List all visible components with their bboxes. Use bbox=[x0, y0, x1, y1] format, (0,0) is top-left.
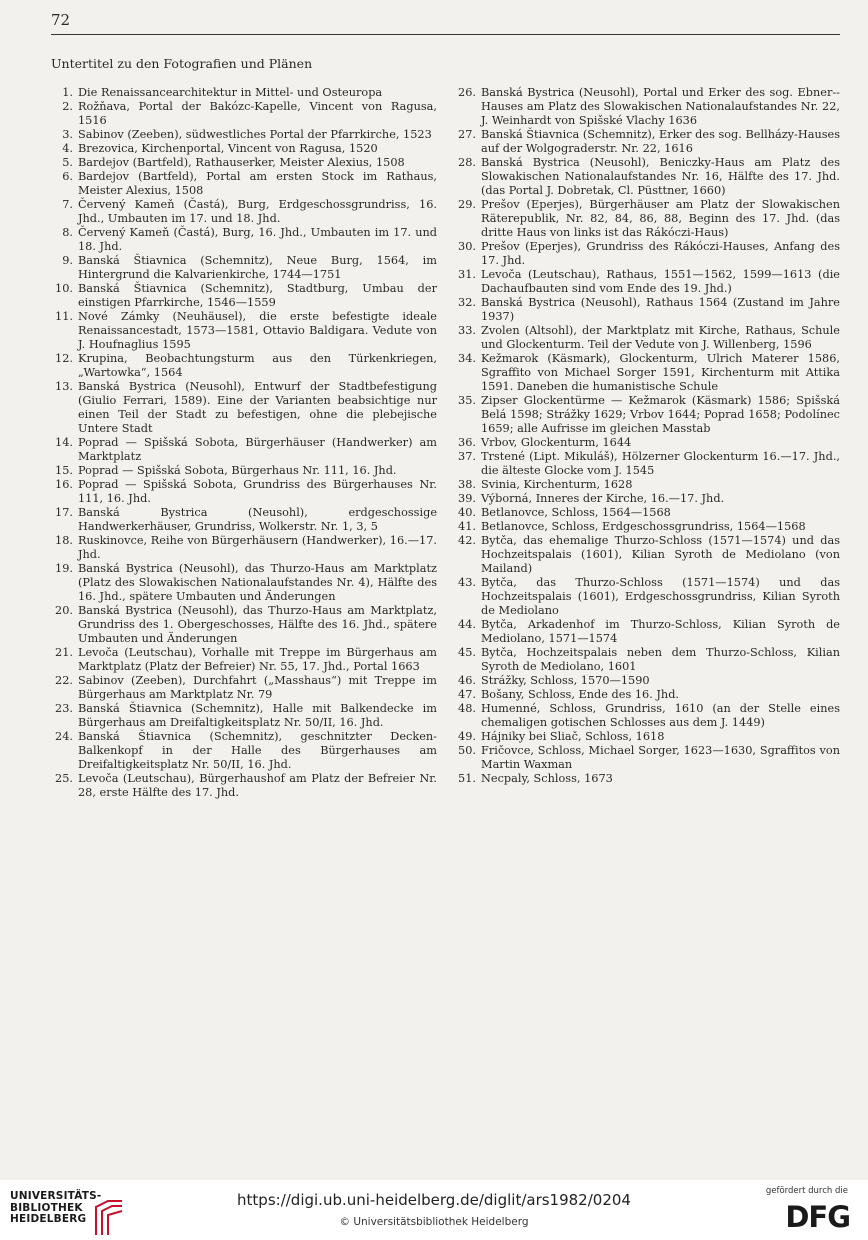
caption-number: 33. bbox=[458, 324, 476, 337]
caption-text: Poprad — Spišská Sobota, Bürgerhaus Nr. 111, 16. Jhd. bbox=[78, 464, 397, 477]
caption-number: 27. bbox=[458, 128, 476, 141]
caption-number: 13. bbox=[55, 380, 73, 393]
caption-text: Banská Štiavnica (Schemnitz), Neue Burg, 1564, im Hintergrund die Kalvarienkirche, 1744—1751 bbox=[78, 254, 437, 281]
caption-number: 12. bbox=[55, 352, 73, 365]
caption-number: 6. bbox=[62, 170, 73, 183]
caption-text: Banská Bystrica (Neusohl), das Thurzo-Haus am Marktplatz, Grundriss des 1. Obergeschosses, Hälfte des 16. Jhd., spätere Umbauten und Änderungen bbox=[78, 604, 437, 645]
caption-entry bbox=[51, 198, 437, 226]
caption-number: 18. bbox=[55, 534, 73, 547]
caption-entry bbox=[51, 674, 437, 702]
caption-number: 37. bbox=[458, 450, 476, 463]
caption-text: Banská Štiavnica (Schemnitz), Stadtburg, Umbau der einstigen Pfarrkirche, 1546—1559 bbox=[78, 282, 437, 309]
caption-number: 22. bbox=[55, 674, 73, 687]
caption-text: Humenné, Schloss, Grundriss, 1610 (an der Stelle eines chemaligen gotischen Schlosses aus dem J. 1449) bbox=[481, 702, 840, 729]
caption-number: 3. bbox=[62, 128, 73, 141]
footer-bar bbox=[0, 1180, 868, 1240]
caption-text: Krupina, Beobachtungsturm aus den Türkenkriegen, „Wartowka“, 1564 bbox=[78, 352, 437, 379]
caption-number: 17. bbox=[55, 506, 73, 519]
document-url-link[interactable]: https://digi.ub.uni-heidelberg.de/diglit/ars1982/0204 bbox=[237, 1191, 631, 1209]
caption-number: 40. bbox=[458, 506, 476, 519]
caption-entry bbox=[454, 520, 840, 534]
section-subtitle: Untertitel zu den Fotografien und Plänen bbox=[51, 56, 313, 71]
caption-number: 36. bbox=[458, 436, 476, 449]
caption-entry bbox=[51, 478, 437, 506]
caption-number: 2. bbox=[62, 100, 73, 113]
caption-entry bbox=[454, 394, 840, 436]
caption-entry bbox=[51, 562, 437, 604]
caption-text: Levoča (Leutschau), Bürgerhaushof am Platz der Befreier Nr. 28, erste Hälfte des 17. Jhd. bbox=[78, 772, 437, 799]
caption-number: 16. bbox=[55, 478, 73, 491]
caption-entry bbox=[454, 492, 840, 506]
caption-entry bbox=[454, 296, 840, 324]
caption-entry bbox=[454, 240, 840, 268]
caption-entry bbox=[454, 772, 840, 786]
caption-text: Bardejov (Bartfeld), Portal am ersten Stock im Rathaus, Meister Alexius, 1508 bbox=[78, 170, 437, 197]
caption-text: Banská Bystrica (Neusohl), Beniczky-Haus am Platz des Slowakischen Nationalaufstandes Nr. 16, Hälfte des 17. Jhd. (das Portal J. Dobretak, Cl. Püsttner, 1660) bbox=[481, 156, 840, 197]
caption-number: 24. bbox=[55, 730, 73, 743]
caption-entry bbox=[51, 646, 437, 674]
caption-number: 42. bbox=[458, 534, 476, 547]
caption-text: Vrbov, Glockenturm, 1644 bbox=[481, 436, 632, 449]
caption-entry bbox=[51, 730, 437, 772]
caption-number: 5. bbox=[62, 156, 73, 169]
caption-number: 49. bbox=[458, 730, 476, 743]
caption-number: 38. bbox=[458, 478, 476, 491]
caption-text: Nové Zámky (Neuhäusel), die erste befestigte ideale Renaissancestadt, 1573—1581, Ottavio Baldigara. Vedute von J. Houfnaglius 1595 bbox=[78, 310, 437, 351]
caption-entry bbox=[51, 226, 437, 254]
caption-entry bbox=[454, 324, 840, 352]
caption-text: Zipser Glockentürme — Kežmarok (Käsmark) 1586; Spišská Belá 1598; Strážky 1629; Vrbov 1644; Poprad 1658; Podolínec 1659; alle Aufrisse im gleichen Masstab bbox=[481, 394, 840, 435]
caption-text: Červený Kameň (Častá), Burg, Erdgeschossgrundriss, 16. Jhd., Umbauten im 17. und 18. Jhd. bbox=[78, 198, 437, 225]
caption-entry bbox=[454, 576, 840, 618]
caption-number: 45. bbox=[458, 646, 476, 659]
caption-number: 28. bbox=[458, 156, 476, 169]
caption-number: 39. bbox=[458, 492, 476, 505]
page-number: 72 bbox=[51, 11, 71, 29]
caption-text: Výborná, Inneres der Kirche, 16.—17. Jhd. bbox=[481, 492, 725, 505]
caption-entry bbox=[454, 450, 840, 478]
caption-number: 15. bbox=[55, 464, 73, 477]
caption-entry bbox=[51, 282, 437, 310]
caption-number: 1. bbox=[62, 86, 73, 99]
dfg-logo[interactable]: DFG bbox=[785, 1200, 850, 1234]
caption-text: Prešov (Eperjes), Bürgerhäuser am Platz der Slowakischen Räterepublik, Nr. 82, 84, 86, 88, Beginn des 17. Jhd. (das dritte Haus von links ist das Rákóczi-Haus) bbox=[481, 198, 840, 239]
caption-entry bbox=[51, 436, 437, 464]
caption-text: Banská Štiavnica (Schemnitz), Erker des sog. Bellházy-Hauses auf der Wolgograderstr. Nr. 22, 1616 bbox=[481, 128, 840, 155]
caption-text: Ruskinovce, Reihe von Bürgerhäusern (Handwerker), 16.—17. Jhd. bbox=[78, 534, 437, 561]
caption-entry bbox=[51, 772, 437, 800]
caption-text: Banská Štiavnica (Schemnitz), geschnitzter Decken-Balkenkopf in der Halle des Bürgerhauses am Dreifaltigkeitsplatz Nr. 50/II, 16. Jhd. bbox=[78, 730, 437, 771]
caption-entry bbox=[51, 464, 437, 478]
caption-text: Poprad — Spišská Sobota, Grundriss des Bürgerhauses Nr. 111, 16. Jhd. bbox=[78, 478, 437, 505]
caption-number: 34. bbox=[458, 352, 476, 365]
caption-number: 14. bbox=[55, 436, 73, 449]
caption-entry bbox=[454, 618, 840, 646]
library-name-line1: UNIVERSITÄTS- bbox=[10, 1190, 102, 1202]
caption-entry bbox=[454, 702, 840, 730]
caption-entry bbox=[454, 646, 840, 674]
caption-entry bbox=[454, 198, 840, 240]
caption-entry bbox=[454, 534, 840, 576]
top-rule bbox=[51, 34, 840, 35]
caption-entry bbox=[454, 436, 840, 450]
caption-text: Svinia, Kirchenturm, 1628 bbox=[481, 478, 633, 491]
caption-number: 23. bbox=[55, 702, 73, 715]
caption-text: Betlanovce, Schloss, Erdgeschossgrundriss, 1564—1568 bbox=[481, 520, 806, 533]
caption-text: Bytča, Hochzeitspalais neben dem Thurzo-Schloss, Kilian Syroth de Mediolano, 1601 bbox=[481, 646, 840, 673]
caption-number: 25. bbox=[55, 772, 73, 785]
caption-text: Bytča, das ehemalige Thurzo-Schloss (1571—1574) und das Hochzeitspalais (1601), Kilian Syroth de Mediolano (von Mailand) bbox=[481, 534, 840, 575]
caption-text: Bytča, Arkadenhof im Thurzo-Schloss, Kilian Syroth de Mediolano, 1571—1574 bbox=[481, 618, 840, 645]
caption-entry bbox=[454, 688, 840, 702]
caption-number: 51. bbox=[458, 772, 476, 785]
caption-entry bbox=[51, 254, 437, 282]
caption-text: Bardejov (Bartfeld), Rathauserker, Meister Alexius, 1508 bbox=[78, 156, 405, 169]
caption-entry bbox=[51, 352, 437, 380]
caption-entry bbox=[454, 128, 840, 156]
caption-entry bbox=[454, 156, 840, 198]
caption-entry bbox=[51, 380, 437, 436]
caption-text: Banská Štiavnica (Schemnitz), Halle mit Balkendecke im Bürgerhaus am Dreifaltigkeitsplatz Nr. 50/II, 16. Jhd. bbox=[78, 702, 437, 729]
caption-entry bbox=[51, 142, 437, 156]
caption-text: Trstené (Lipt. Mikuláš), Hölzerner Glockenturm 16.—17. Jhd., die älteste Glocke vom J. 1545 bbox=[481, 450, 840, 477]
caption-entry bbox=[454, 86, 840, 128]
caption-entry bbox=[454, 744, 840, 772]
caption-number: 46. bbox=[458, 674, 476, 687]
caption-text: Sabinov (Zeeben), Durchfahrt („Masshaus“) mit Treppe im Bürgerhaus am Marktplatz Nr. 79 bbox=[78, 674, 437, 701]
right-column bbox=[454, 86, 840, 786]
caption-number: 19. bbox=[55, 562, 73, 575]
caption-number: 31. bbox=[458, 268, 476, 281]
caption-number: 47. bbox=[458, 688, 476, 701]
caption-entry bbox=[51, 702, 437, 730]
caption-text: Brezovica, Kirchenportal, Vincent von Ragusa, 1520 bbox=[78, 142, 378, 155]
caption-number: 48. bbox=[458, 702, 476, 715]
left-column bbox=[51, 86, 437, 800]
caption-text: Die Renaissancearchitektur in Mittel- und Osteuropa bbox=[78, 86, 383, 99]
caption-text: Levoča (Leutschau), Vorhalle mit Treppe im Bürgerhaus am Marktplatz (Platz der Befreier) Nr. 55, 17. Jhd., Portal 1663 bbox=[78, 646, 437, 673]
caption-number: 20. bbox=[55, 604, 73, 617]
caption-text: Banská Bystrica (Neusohl), Portal und Erker des sog. Ebner--Hauses am Platz des Slowakischen Nationalaufstandes Nr. 22, J. Weinhardt von Spišské Vlachy 1636 bbox=[481, 86, 840, 127]
caption-entry bbox=[454, 268, 840, 296]
caption-text: Banská Bystrica (Neusohl), Entwurf der Stadtbefestigung (Giulio Ferrari, 1589). Eine der Varianten beabsichtige nur einen Teil der Stadt zu befestigen, ohne die plebejische Untere Stadt bbox=[78, 380, 437, 435]
caption-text: Fričovce, Schloss, Michael Sorger, 1623—1630, Sgraffitos von Martin Waxman bbox=[481, 744, 840, 771]
caption-text: Levoča (Leutschau), Rathaus, 1551—1562, 1599—1613 (die Dachaufbauten sind vom Ende des 19. Jhd.) bbox=[481, 268, 840, 295]
caption-text: Banská Bystrica (Neusohl), Rathaus 1564 (Zustand im Jahre 1937) bbox=[481, 296, 840, 323]
caption-entry bbox=[454, 352, 840, 394]
copyright-notice: © Universitätsbibliothek Heidelberg bbox=[339, 1216, 529, 1228]
caption-entry bbox=[51, 310, 437, 352]
caption-number: 26. bbox=[458, 86, 476, 99]
caption-entry bbox=[454, 674, 840, 688]
caption-text: Kežmarok (Käsmark), Glockenturm, Ulrich Materer 1586, Sgraffito von Michael Sorger 1591, Kirchenturm mit Attika 1591. Daneben die humanistische Schule bbox=[481, 352, 840, 393]
caption-number: 32. bbox=[458, 296, 476, 309]
library-name-line3: HEIDELBERG bbox=[10, 1213, 87, 1225]
caption-entry bbox=[51, 170, 437, 198]
library-name-line2: BIBLIOTHEK bbox=[10, 1201, 83, 1214]
caption-entry bbox=[51, 156, 437, 170]
caption-text: Strážky, Schloss, 1570—1590 bbox=[481, 674, 650, 687]
caption-text: Necpaly, Schloss, 1673 bbox=[481, 772, 613, 785]
caption-entry bbox=[51, 86, 437, 100]
caption-text: Červený Kameň (Častá), Burg, 16. Jhd., Umbauten im 17. und 18. Jhd. bbox=[78, 226, 437, 253]
caption-text: Prešov (Eperjes), Grundriss des Rákóczi-Hauses, Anfang des 17. Jhd. bbox=[481, 240, 840, 267]
caption-number: 44. bbox=[458, 618, 476, 631]
caption-entry bbox=[51, 128, 437, 142]
caption-text: Bošany, Schloss, Ende des 16. Jhd. bbox=[481, 688, 680, 701]
caption-number: 11. bbox=[55, 310, 73, 323]
caption-number: 35. bbox=[458, 394, 476, 407]
caption-number: 9. bbox=[62, 254, 73, 267]
caption-number: 50. bbox=[458, 744, 476, 757]
caption-number: 30. bbox=[458, 240, 476, 253]
caption-number: 21. bbox=[55, 646, 73, 659]
caption-text: Poprad — Spišská Sobota, Bürgerhäuser (Handwerker) am Marktplatz bbox=[78, 436, 437, 463]
caption-number: 7. bbox=[62, 198, 73, 211]
caption-number: 29. bbox=[458, 198, 476, 211]
caption-number: 10. bbox=[55, 282, 73, 295]
caption-number: 8. bbox=[62, 226, 73, 239]
caption-text: Bytča, das Thurzo-Schloss (1571—1574) und das Hochzeitspalais (1601), Erdgeschossgrundriss, Kilian Syroth de Mediolano bbox=[481, 576, 840, 617]
caption-text: Rožňava, Portal der Bakózc-Kapelle, Vincent von Ragusa, 1516 bbox=[78, 100, 437, 127]
caption-text: Banská Bystrica (Neusohl), das Thurzo-Haus am Marktplatz (Platz des Slowakischen Nationalaufstandes Nr. 4), Hälfte des 16. Jhd., spätere Umbauten und Änderungen bbox=[78, 562, 437, 603]
caption-number: 41. bbox=[458, 520, 476, 533]
caption-entry bbox=[454, 478, 840, 492]
caption-entry bbox=[454, 730, 840, 744]
caption-entry bbox=[454, 506, 840, 520]
caption-entry bbox=[51, 534, 437, 562]
funding-caption: gefördert durch die bbox=[765, 1186, 848, 1196]
caption-number: 4. bbox=[62, 142, 73, 155]
caption-text: Hájniky bei Sliač, Schloss, 1618 bbox=[481, 730, 665, 743]
caption-text: Banská Bystrica (Neusohl), erdgeschossige Handwerkerhäuser, Grundriss, Wolkerstr. Nr. 1, 3, 5 bbox=[78, 506, 437, 533]
caption-entry bbox=[51, 100, 437, 128]
caption-entry bbox=[51, 604, 437, 646]
caption-number: 43. bbox=[458, 576, 476, 589]
caption-text: Betlanovce, Schloss, 1564—1568 bbox=[481, 506, 671, 519]
caption-text: Zvolen (Altsohl), der Marktplatz mit Kirche, Rathaus, Schule und Glockenturm. Teil der Vedute von J. Willenberg, 1596 bbox=[481, 324, 840, 351]
caption-text: Sabinov (Zeeben), südwestliches Portal der Pfarrkirche, 1523 bbox=[78, 128, 432, 141]
caption-entry bbox=[51, 506, 437, 534]
